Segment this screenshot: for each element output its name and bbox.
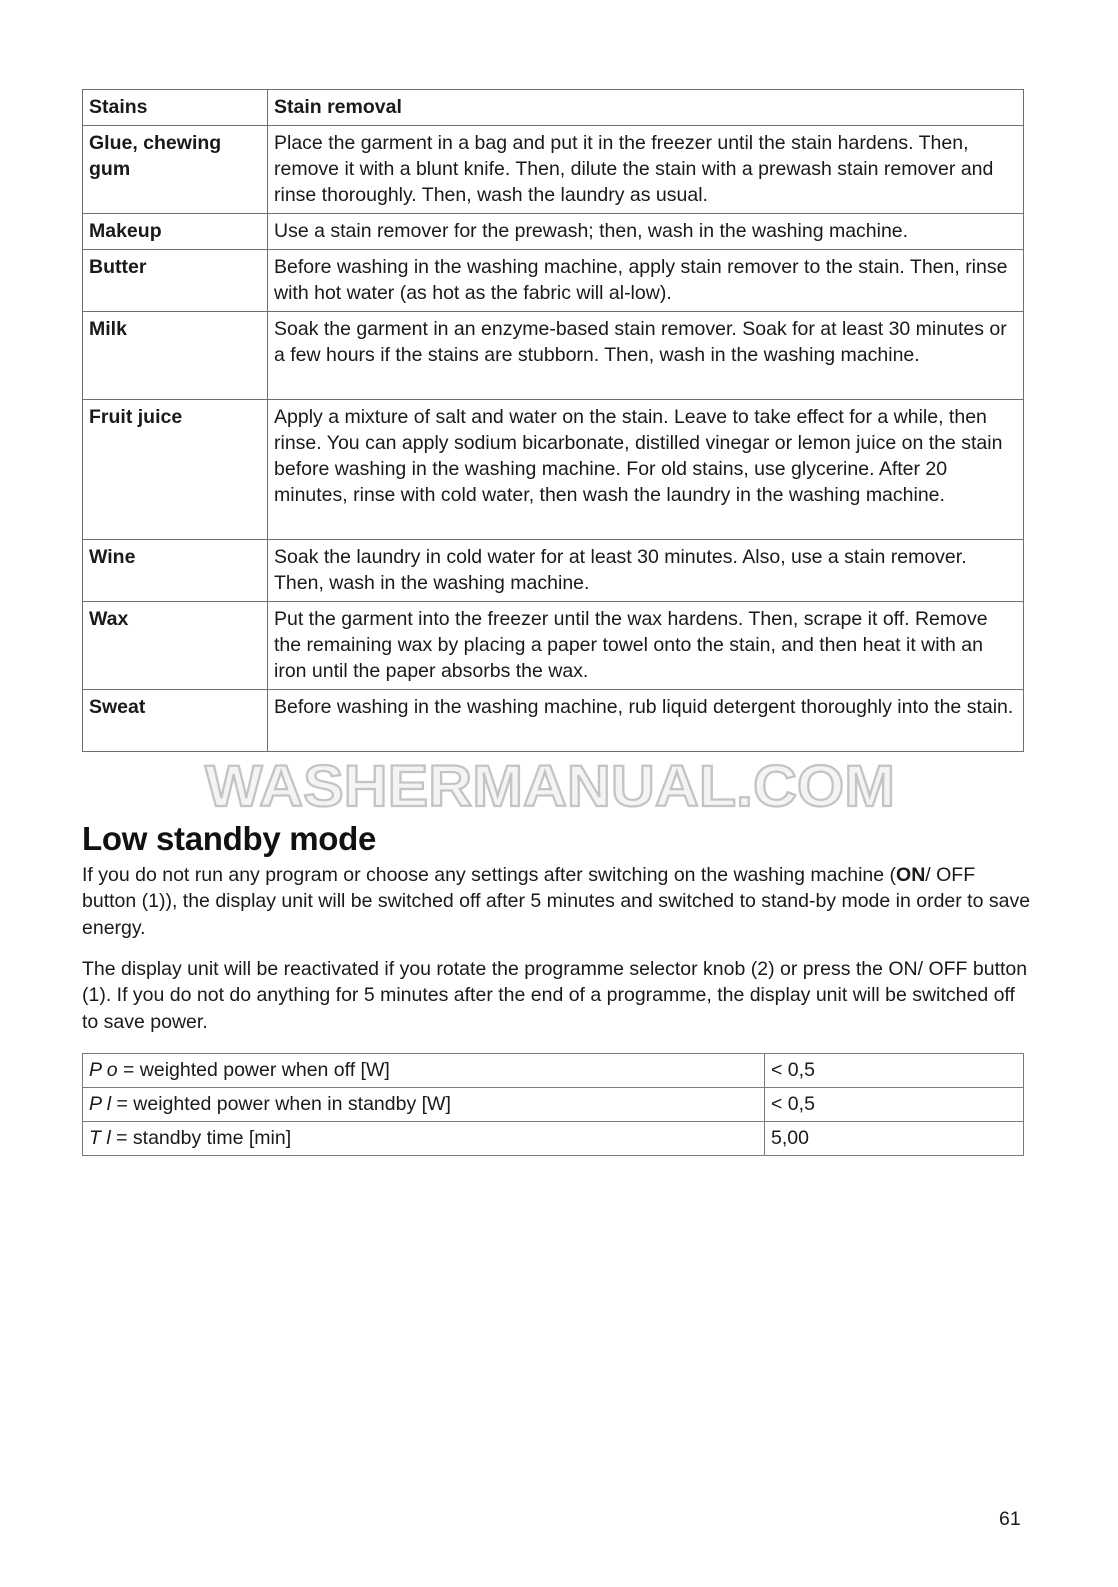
- table-row: [83, 602, 1024, 690]
- stain-name: Glue, chewing gum: [83, 126, 268, 214]
- table-row: [83, 540, 1024, 602]
- symbol: T l: [89, 1127, 111, 1149]
- table-row: [83, 214, 1024, 250]
- watermark: [200, 756, 900, 814]
- paragraph-text: If you do not run any program or choose any settings after switching on the washing machine (: [82, 864, 897, 886]
- stain-name: Fruit juice: [83, 400, 268, 540]
- standby-paragraph-1: [82, 862, 1032, 941]
- stain-removal-text: Soak the laundry in cold water for at least 30 minutes. Also, use a stain remover. Then, wash in the washing machine.: [268, 540, 1024, 602]
- stain-removal-text: Put the garment into the freezer until the wax hardens. Then, scrape it off. Remove the remaining wax by placing a paper towel onto the stain, and then heat it with an iron until the paper absorbs the wax.: [268, 602, 1024, 690]
- table-row: [83, 1054, 1024, 1088]
- stain-removal-text: Before washing in the washing machine, rub liquid detergent thoroughly into the stain.: [268, 690, 1024, 752]
- table-header-row: [83, 90, 1024, 126]
- header-stain-removal: Stain removal: [268, 90, 1024, 126]
- table-row: [83, 126, 1024, 214]
- stain-removal-text: Before washing in the washing machine, apply stain remover to the stain. Then, rinse with hot water (as hot as the fabric will al-low).: [268, 250, 1024, 312]
- stain-name: Wax: [83, 602, 268, 690]
- stain-name: Makeup: [83, 214, 268, 250]
- stain-removal-table: [82, 89, 1024, 752]
- table-row: [83, 400, 1024, 540]
- power-label: [83, 1122, 765, 1156]
- on-label: ON: [896, 864, 926, 886]
- label-text: = standby time [min]: [110, 1127, 292, 1149]
- power-label: [83, 1054, 765, 1088]
- table-row: [83, 1122, 1024, 1156]
- page-number: 61: [999, 1508, 1021, 1530]
- table-row: [83, 312, 1024, 400]
- stain-removal-text: Apply a mixture of salt and water on the stain. Leave to take effect for a while, then rinse. You can apply sodium bicarbonate, distilled vinegar or lemon juice on the stain before washing in the washing machine. For old stains, use glycerine. After 20 minutes, rinse with cold water, then wash the laundry in the washing machine.: [268, 400, 1024, 540]
- power-value: < 0,5: [765, 1088, 1024, 1122]
- paragraph-text: / OFF button (1)), the display unit will be switched off after 5 minutes and switched to stand-by mode in order to save energy.: [82, 864, 1031, 939]
- symbol: P l: [89, 1093, 112, 1115]
- standby-paragraph-2: The display unit will be reactivated if you rotate the programme selector knob (2) or press the ON/ OFF button (1). If you do not do anything for 5 minutes after the end of a programme, the display unit will be switched off to save power.: [82, 958, 1028, 1033]
- stain-name: Wine: [83, 540, 268, 602]
- table-row: [83, 1088, 1024, 1122]
- symbol: P o: [89, 1059, 118, 1081]
- label-text: = weighted power when off [W]: [117, 1059, 390, 1081]
- stain-removal-text: Soak the garment in an enzyme-based stain remover. Soak for at least 30 minutes or a few hours if the stains are stubborn. Then, wash in the washing machine.: [268, 312, 1024, 400]
- stain-removal-text: Use a stain remover for the prewash; then, wash in the washing machine.: [268, 214, 1024, 250]
- stain-name: Butter: [83, 250, 268, 312]
- power-value: 5,00: [765, 1122, 1024, 1156]
- stain-name: Sweat: [83, 690, 268, 752]
- watermark-text: WASHERMANUAL.COM: [205, 756, 895, 814]
- table-row: [83, 690, 1024, 752]
- power-consumption-table: [82, 1053, 1024, 1156]
- stain-removal-text: Place the garment in a bag and put it in the freezer until the stain hardens. Then, remove it with a blunt knife. Then, dilute the stain with a prewash stain remover and rinse thoroughly. Then, wash the laundry as usual.: [268, 126, 1024, 214]
- label-text: = weighted power when in standby [W]: [111, 1093, 451, 1115]
- power-label: [83, 1088, 765, 1122]
- header-stains: Stains: [83, 90, 268, 126]
- section-title: Low standby mode: [82, 820, 377, 857]
- power-value: < 0,5: [765, 1054, 1024, 1088]
- table-row: [83, 250, 1024, 312]
- stain-name: Milk: [83, 312, 268, 400]
